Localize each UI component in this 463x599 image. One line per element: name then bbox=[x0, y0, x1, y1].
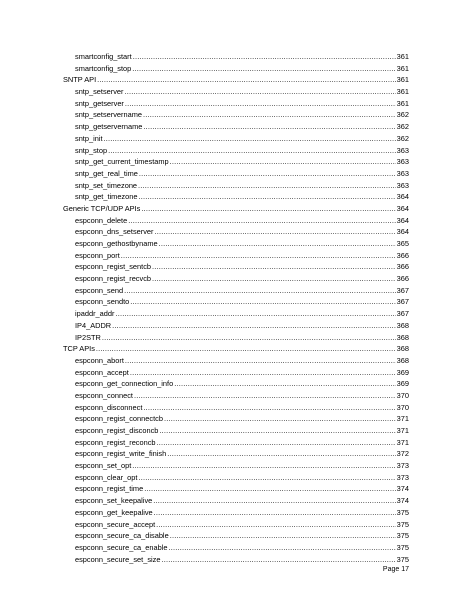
toc-entry[interactable] bbox=[63, 121, 409, 133]
toc-entry-page: 363 bbox=[396, 180, 409, 190]
toc-leader-dots bbox=[161, 554, 395, 566]
toc-entry-label: espconn_set_opt bbox=[75, 461, 132, 471]
toc-entry-page: 374 bbox=[396, 496, 409, 506]
toc-entry[interactable] bbox=[63, 191, 409, 203]
toc-leader-dots bbox=[152, 273, 396, 285]
toc-entry-page: 362 bbox=[396, 122, 409, 132]
toc-leader-dots bbox=[133, 51, 396, 63]
toc-entry[interactable] bbox=[63, 86, 409, 98]
toc-entry-page: 363 bbox=[396, 145, 409, 155]
toc-leader-dots bbox=[170, 530, 396, 542]
toc-entry-page: 367 bbox=[396, 309, 409, 319]
toc-entry-label: espconn_secure_ca_disable bbox=[75, 531, 169, 541]
toc-entry[interactable] bbox=[63, 507, 409, 519]
toc-leader-dots bbox=[138, 472, 395, 484]
table-of-contents bbox=[63, 51, 409, 565]
toc-entry[interactable] bbox=[63, 285, 409, 297]
toc-entry[interactable] bbox=[63, 308, 409, 320]
toc-entry-label: sntp_init bbox=[75, 133, 103, 143]
toc-leader-dots bbox=[104, 133, 396, 145]
toc-entry-page: 361 bbox=[396, 63, 409, 73]
toc-entry[interactable] bbox=[63, 320, 409, 332]
toc-entry[interactable] bbox=[63, 180, 409, 192]
toc-entry-label: espconn_regist_sentcb bbox=[75, 262, 152, 272]
toc-entry[interactable] bbox=[63, 355, 409, 367]
toc-entry-label: espconn_send bbox=[75, 285, 124, 295]
toc-entry[interactable] bbox=[63, 109, 409, 121]
toc-entry-label: sntp_stop bbox=[75, 145, 108, 155]
toc-entry-label: espconn_regist_recvcb bbox=[75, 274, 152, 284]
toc-section-entry[interactable] bbox=[63, 203, 409, 215]
toc-entry[interactable] bbox=[63, 226, 409, 238]
toc-section-entry[interactable] bbox=[63, 74, 409, 86]
toc-leader-dots bbox=[143, 121, 395, 133]
toc-entry-page: 372 bbox=[396, 449, 409, 459]
toc-entry[interactable] bbox=[63, 215, 409, 227]
toc-leader-dots bbox=[154, 226, 395, 238]
toc-entry-label: espconn_get_connection_info bbox=[75, 379, 174, 389]
toc-leader-dots bbox=[130, 296, 395, 308]
toc-leader-dots bbox=[154, 507, 396, 519]
toc-entry-label: sntp_setservername bbox=[75, 110, 142, 120]
toc-entry[interactable] bbox=[63, 413, 409, 425]
toc-entry-page: 364 bbox=[396, 215, 409, 225]
toc-leader-dots bbox=[102, 332, 396, 344]
toc-leader-dots bbox=[159, 238, 396, 250]
toc-entry-page: 367 bbox=[396, 285, 409, 295]
toc-leader-dots bbox=[156, 519, 396, 531]
toc-entry-page: 368 bbox=[396, 344, 409, 354]
toc-entry-label: espconn_abort bbox=[75, 355, 124, 365]
toc-entry-label: espconn_regist_reconcb bbox=[75, 437, 156, 447]
toc-entry[interactable] bbox=[63, 98, 409, 110]
toc-leader-dots bbox=[143, 402, 395, 414]
toc-entry[interactable] bbox=[63, 472, 409, 484]
toc-entry-label: sntp_get_real_time bbox=[75, 168, 138, 178]
toc-entry-label: sntp_setserver bbox=[75, 87, 124, 97]
toc-leader-dots bbox=[115, 308, 395, 320]
toc-leader-dots bbox=[164, 413, 396, 425]
toc-entry-label: espconn_delete bbox=[75, 215, 128, 225]
toc-entry[interactable] bbox=[63, 554, 409, 566]
toc-entry-label: SNTP API bbox=[63, 75, 97, 85]
toc-entry-page: 371 bbox=[396, 437, 409, 447]
toc-entry-page: 375 bbox=[396, 519, 409, 529]
toc-entry-label: sntp_getservername bbox=[75, 122, 143, 132]
toc-entry-page: 368 bbox=[396, 332, 409, 342]
toc-entry-label: espconn_accept bbox=[75, 367, 129, 377]
toc-leader-dots bbox=[138, 191, 395, 203]
toc-entry-page: 373 bbox=[396, 461, 409, 471]
toc-entry[interactable] bbox=[63, 367, 409, 379]
toc-leader-dots bbox=[132, 63, 395, 75]
toc-entry-label: espconn_dns_setserver bbox=[75, 227, 154, 237]
toc-entry-page: 365 bbox=[396, 239, 409, 248]
toc-leader-dots bbox=[130, 367, 396, 379]
toc-entry[interactable] bbox=[63, 250, 409, 262]
toc-entry-page: 375 bbox=[396, 507, 409, 517]
toc-entry[interactable] bbox=[63, 273, 409, 285]
toc-entry-label: sntp_getserver bbox=[75, 98, 124, 108]
toc-entry-label: smartconfig_start bbox=[75, 52, 132, 61]
toc-entry-label: espconn_sendto bbox=[75, 297, 130, 307]
toc-entry-page: 375 bbox=[396, 554, 409, 564]
toc-entry-page: 364 bbox=[396, 192, 409, 202]
toc-entry-page: 371 bbox=[396, 426, 409, 435]
toc-entry[interactable] bbox=[63, 238, 409, 250]
toc-entry[interactable] bbox=[63, 437, 409, 449]
toc-entry-label: espconn_regist_write_finish bbox=[75, 449, 167, 459]
toc-entry-label: espconn_secure_ca_enable bbox=[75, 542, 168, 552]
toc-entry[interactable] bbox=[63, 460, 409, 472]
toc-leader-dots bbox=[159, 425, 395, 437]
toc-leader-dots bbox=[167, 448, 395, 460]
toc-entry-page: 363 bbox=[396, 157, 409, 167]
toc-leader-dots bbox=[108, 145, 396, 157]
toc-entry[interactable] bbox=[63, 133, 409, 145]
toc-entry-page: 369 bbox=[396, 379, 409, 389]
toc-entry-page: 364 bbox=[396, 203, 409, 213]
toc-entry-page: 362 bbox=[396, 110, 409, 120]
toc-entry-label: smartconfig_stop bbox=[75, 63, 132, 73]
toc-entry-page: 361 bbox=[396, 75, 409, 85]
toc-entry-label: sntp_get_timezone bbox=[75, 192, 138, 202]
toc-entry-label: espconn_disconnect bbox=[75, 402, 143, 412]
toc-entry-label: IP2STR bbox=[75, 332, 101, 342]
toc-entry-page: 368 bbox=[396, 320, 409, 330]
toc-entry[interactable] bbox=[63, 156, 409, 168]
toc-entry-page: 374 bbox=[396, 484, 409, 494]
toc-entry-page: 368 bbox=[396, 355, 409, 365]
toc-leader-dots bbox=[124, 86, 395, 98]
toc-leader-dots bbox=[157, 437, 396, 449]
toc-entry-label: espconn_secure_set_size bbox=[75, 554, 161, 564]
toc-leader-dots bbox=[96, 343, 396, 355]
toc-section-entry[interactable] bbox=[63, 343, 409, 355]
toc-entry[interactable] bbox=[63, 63, 409, 75]
toc-entry-page: 366 bbox=[396, 262, 409, 272]
toc-entry-label: sntp_set_timezone bbox=[75, 180, 138, 190]
toc-leader-dots bbox=[143, 109, 396, 121]
toc-entry-page: 371 bbox=[396, 414, 409, 424]
toc-entry-label: espconn_gethostbyname bbox=[75, 239, 158, 248]
toc-leader-dots bbox=[139, 168, 396, 180]
page-number: Page 17 bbox=[382, 566, 409, 573]
toc-entry-label: espconn_clear_opt bbox=[75, 472, 138, 482]
toc-leader-dots bbox=[125, 98, 396, 110]
toc-entry-label: espconn_regist_disconcb bbox=[75, 426, 159, 435]
toc-entry-page: 370 bbox=[396, 390, 409, 400]
toc-leader-dots bbox=[134, 390, 396, 402]
toc-entry[interactable] bbox=[63, 51, 409, 63]
toc-entry-label: IP4_ADDR bbox=[75, 320, 112, 330]
toc-entry-page: 361 bbox=[396, 52, 409, 61]
toc-entry-label: Generic TCP/UDP APIs bbox=[63, 203, 141, 213]
toc-entry[interactable] bbox=[63, 296, 409, 308]
toc-entry-page: 363 bbox=[396, 168, 409, 178]
toc-entry-page: 364 bbox=[396, 227, 409, 237]
toc-entry[interactable] bbox=[63, 448, 409, 460]
toc-entry-label: espconn_set_keepalive bbox=[75, 496, 153, 506]
toc-entry-label: sntp_get_current_timestamp bbox=[75, 157, 169, 167]
toc-entry[interactable] bbox=[63, 402, 409, 414]
toc-leader-dots bbox=[153, 495, 395, 507]
toc-entry-page: 367 bbox=[396, 297, 409, 307]
toc-entry-page: 375 bbox=[396, 542, 409, 552]
toc-leader-dots bbox=[132, 460, 395, 472]
toc-entry-label: espconn_regist_time bbox=[75, 484, 144, 494]
toc-entry-label: espconn_regist_connectcb bbox=[75, 414, 163, 424]
toc-entry-page: 361 bbox=[396, 87, 409, 97]
toc-entry-page: 362 bbox=[396, 133, 409, 143]
toc-entry-label: espconn_connect bbox=[75, 390, 133, 400]
toc-entry-page: 369 bbox=[396, 367, 409, 377]
toc-entry[interactable] bbox=[63, 483, 409, 495]
toc-entry-label: TCP APIs bbox=[63, 344, 95, 354]
toc-leader-dots bbox=[97, 74, 396, 86]
toc-entry[interactable] bbox=[63, 168, 409, 180]
toc-leader-dots bbox=[168, 542, 395, 554]
toc-leader-dots bbox=[125, 355, 396, 367]
toc-leader-dots bbox=[112, 320, 396, 332]
toc-entry-page: 370 bbox=[396, 402, 409, 412]
toc-entry[interactable] bbox=[63, 542, 409, 554]
toc-entry-label: ipaddr_addr bbox=[75, 309, 115, 319]
toc-leader-dots bbox=[144, 483, 395, 495]
toc-leader-dots bbox=[174, 378, 395, 390]
toc-entry[interactable] bbox=[63, 378, 409, 390]
toc-entry[interactable] bbox=[63, 261, 409, 273]
toc-entry-label: espconn_secure_accept bbox=[75, 519, 156, 529]
toc-entry[interactable] bbox=[63, 495, 409, 507]
toc-entry[interactable] bbox=[63, 530, 409, 542]
toc-entry-page: 375 bbox=[396, 531, 409, 541]
toc-leader-dots bbox=[128, 215, 395, 227]
toc-leader-dots bbox=[138, 180, 396, 192]
toc-entry[interactable] bbox=[63, 425, 409, 437]
toc-entry[interactable] bbox=[63, 519, 409, 531]
toc-leader-dots bbox=[170, 156, 396, 168]
toc-leader-dots bbox=[152, 261, 396, 273]
toc-leader-dots bbox=[141, 203, 395, 215]
toc-leader-dots bbox=[121, 250, 396, 262]
toc-entry-label: espconn_port bbox=[75, 250, 120, 260]
toc-entry[interactable] bbox=[63, 332, 409, 344]
toc-entry[interactable] bbox=[63, 390, 409, 402]
toc-leader-dots bbox=[124, 285, 396, 297]
toc-entry-page: 366 bbox=[396, 250, 409, 260]
toc-entry-page: 373 bbox=[396, 472, 409, 482]
toc-entry-page: 361 bbox=[396, 98, 409, 108]
toc-entry-page: 366 bbox=[396, 274, 409, 284]
toc-entry[interactable] bbox=[63, 145, 409, 157]
toc-entry-label: espconn_get_keepalive bbox=[75, 507, 153, 517]
